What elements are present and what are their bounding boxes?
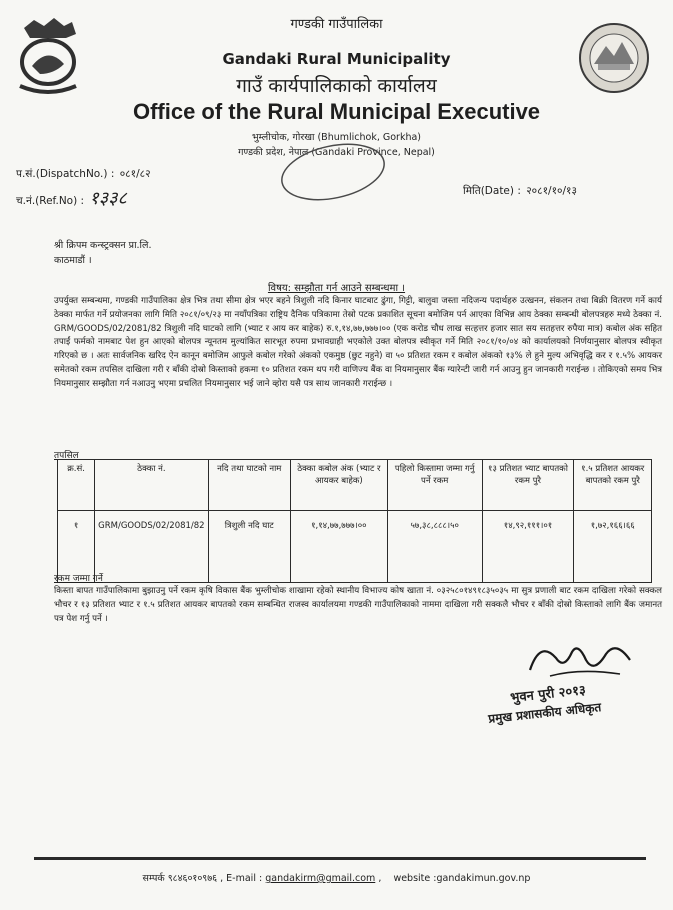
- cell-bid-amount: १,१४,७७,७७७।००: [290, 511, 387, 583]
- col-header-vat: १३ प्रतिशत भ्याट बापतको रकम पुरै: [482, 460, 574, 511]
- deposit-paragraph: किस्ता बापत गाउँपालिकामा बुझाउनु पर्ने रकम कृषि विकास बैंक भुम्लीचोक शाखामा रहेको स्थानीय विभाज्य कोष खाता नं. ०३२५८०१४९१८३५०३५ मा सुत्र प्रणाली बाट रकम दाखिला गरेको सक्कल भौचर र १३ प्रतिशत भ्याट र १.५ प्रतिशत आयकर बापतको रकम सम्बन्धित राजस्व कार्यालयमा गण्डकी गाउँपालिकाको नाममा दाखिला गरी सक्कलै भौचर र बाँकी दोस्रो किस्ताको लागि बैंक जमानत पत्र पेश गर्नु पर्ने ।: [54, 586, 662, 625]
- cell-contract-no: GRM/GOODS/02/2081/82: [95, 511, 208, 583]
- recipient-name: श्री क्रिपम कन्स्ट्रक्सन प्रा.लि.: [54, 240, 152, 251]
- date-label: मिति(Date) :: [463, 185, 521, 197]
- table-row: [58, 511, 652, 583]
- col-header-first-installment: पहिलो किस्तामा जम्मा गर्नु पर्ने रकम: [387, 460, 482, 511]
- office-stamp-icon: [278, 142, 388, 202]
- col-header-sn: क्र.सं.: [58, 460, 95, 511]
- dispatch-label: प.सं.(DispatchNo.) :: [16, 168, 115, 180]
- footer-phone: सम्पर्क ९८४६०१०९७६ ,: [142, 873, 224, 884]
- cell-first-installment: ५७,३८,८८८।५०: [387, 511, 482, 583]
- dispatch-number: [16, 167, 151, 181]
- subject-line: [0, 280, 673, 294]
- municipality-name-np: गण्डकी गाउँपालिका: [290, 17, 383, 32]
- municipality-name-en: Gandaki Rural Municipality: [222, 50, 451, 68]
- subject-text: विषय: सम्झौता गर्न आउने सम्बन्धमा ।: [267, 283, 406, 294]
- office-name-np: गाउँ कार्यपालिकाको कार्यालय: [236, 75, 437, 97]
- footer-email-link[interactable]: gandakirm@gmail.com: [265, 873, 376, 884]
- signatory-title: प्रमुख प्रशासकीय अधिकृत: [487, 700, 602, 726]
- details-table: [57, 459, 652, 583]
- col-header-bid-amount: ठेक्का कबोल अंक (भ्याट र आयकर बाहेक): [290, 460, 387, 511]
- recipient-city: काठमाडौं ।: [54, 255, 92, 266]
- footer: सम्पर्क ९८४६०१०९७६ , E-mail : gandakirm@gmail.com , website :gandakimun.gov.np: [142, 873, 531, 884]
- footer-email-label: E-mail :: [226, 873, 263, 884]
- footer-divider: [34, 857, 646, 860]
- letter-date: [463, 184, 577, 198]
- cell-river-ghat: त्रिशुली नदि घाट: [208, 511, 290, 583]
- address-line-1: भुम्लीचोक, गोरखा (Bhumlichok, Gorkha): [251, 132, 421, 143]
- office-name-en: Office of the Rural Municipal Executive: [132, 99, 541, 124]
- ref-label: च.नं.(Ref.No) :: [16, 195, 85, 207]
- cell-income-tax: १,७२,१६६।६६: [574, 511, 652, 583]
- address-line-2: गण्डकी प्रदेश, नेपाल (Gandaki Province, Nepal): [238, 147, 435, 158]
- reference-number: [16, 186, 127, 210]
- ref-value: १३३८: [89, 188, 127, 209]
- footer-website[interactable]: website :gandakimun.gov.np: [393, 873, 531, 884]
- col-header-river-ghat: नदि तथा घाटको नाम: [208, 460, 290, 511]
- cell-vat: १४,९२,१११।०१: [482, 511, 574, 583]
- col-header-contract-no: ठेक्का नं.: [95, 460, 208, 511]
- signatory-name-text: भुवन पुरी: [509, 686, 556, 706]
- main-paragraph: उपर्युक्त सम्बन्धमा, गण्डकी गाउँपालिका क्षेत्र भित्र तथा सीमा क्षेत्र भएर बहने त्रिशुली नदि किनार घाटबाट ढुंगा, गिट्टी, बालुवा जस्ता नदिजन्य पदार्थहरु उत्खनन, संकलन तथा बिक्री वितरण गर्ने कार्य ठेक्का मार्फत गर्ने प्रयोजनका लागि मिति २०८१/०९/२३ मा नयाँपत्रिका राष्ट्रिय दैनिक पत्रिकामा तेस्रो पटक प्रकाशित सूचना बमोजिम पर्न आएका विभिन्न आय ठेक्का सम्बन्धी बोलपत्रहरु मध्ये ठेक्का नं. GRM/GOODS/02/2081/82 त्रिशुली नदि घाटको लागि (भ्याट र आय कर बाहेक) रु.१,१४,७७,७७७।०० (एक करोड चौध लाख सत्हत्तर हजार सात सय सतहत्तर रुपैया मात्र) कबोल अंक सहित तपाईं फर्मको नामबाट पेश हुन आएको बोलपत्र न्यूनतम मुल्यांकित सारभूत रुपमा प्रभावग्राही भएकोले उक्त बोलपत्र स्वीकृत गर्ने मिति २०८१/१०/०४ को कार्यालयको निर्णयानुसार बोलपत्र स्वीकृत गरिएको छ । अतः सार्वजनिक खरिद ऐन कानून बमोजिम आफुले कबोल गरेको अंकको एकमुष्ठ (छुट नहुने) वा ५० प्रतिशत रकम र कबोल अंकको १३% ले हुने मुल्य अभिवृद्धि कर र १.५% आयकर समेतको रकम तपसिल दाखिला गरी र बाँकी दोस्रो किस्ताको हकमा १० प्रतिशत रकम थप गरी वाणिज्य बैंक वा नियमानुसार बैंक ग्यारेन्टी जारी गर्न आउनु हुन जानकारी गराईन्छ । तोकिएको समय भित्र नियमानुसार सम्झौता गर्न नआउनु भएमा प्रचलित नियमानुसार भई जाने व्होरा यसै पत्र साथ जानकारी गराईन्छ ।: [54, 296, 662, 389]
- signature-date-note: २०१३: [558, 683, 587, 701]
- col-header-income-tax: १.५ प्रतिशत आयकर बापतको रकम पुरै: [574, 460, 652, 511]
- date-value: २०८१/१०/१३: [526, 185, 577, 197]
- table-header-row: [58, 460, 652, 511]
- deposit-heading: रकम जम्मा गर्ने: [54, 574, 103, 584]
- cell-sn: १: [58, 511, 95, 583]
- dispatch-value: ०८१/८२: [119, 168, 151, 180]
- table-title: तपसिल: [54, 451, 79, 461]
